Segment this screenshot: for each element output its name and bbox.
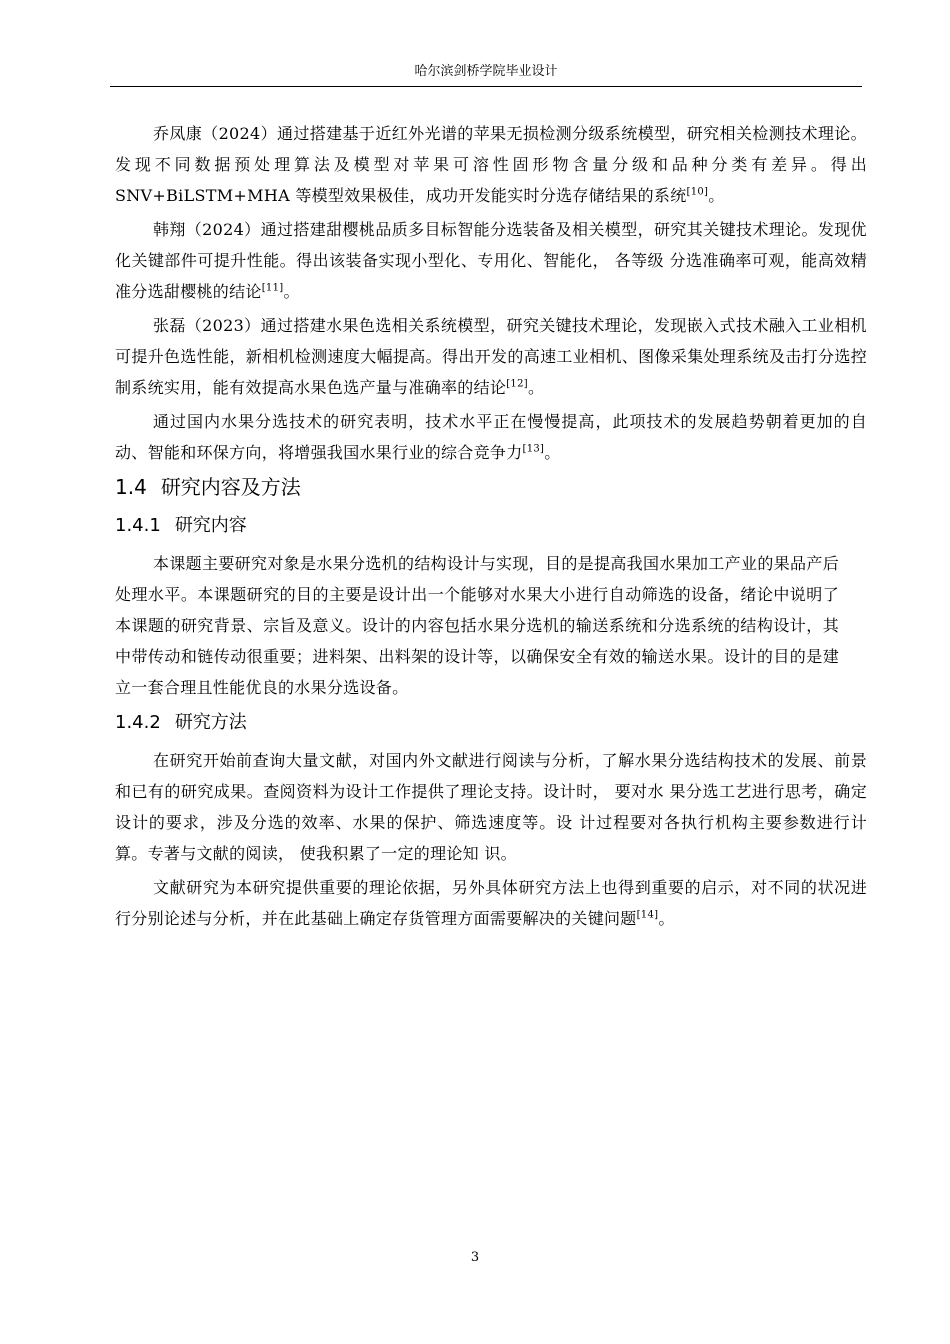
citation-11: [11] bbox=[261, 282, 284, 294]
section-heading-1-4-1: 1.4.1 研究内容 bbox=[115, 515, 247, 536]
paragraph-literature: 文献研究为本研究提供重要的理论依据，另外具体研究方法上也得到重要的启示，对不同的状况进行分别论述与分析，并在此基础上确定存货管理方面需要解决的关键问题[14]。 bbox=[115, 878, 867, 928]
citation-14: [14] bbox=[636, 909, 659, 921]
paragraph-summary: 通过国内水果分选技术的研究表明，技术水平正在慢慢提高，此项技术的发展趋势朝着更加的自动、智能和环保方向，将增强我国水果行业的综合竞争力[13]。 bbox=[115, 412, 867, 462]
document-body bbox=[115, 118, 867, 937]
page-header: 哈尔滨剑桥学院毕业设计 bbox=[110, 62, 862, 87]
section-heading-1-4-2: 1.4.2 研究方法 bbox=[115, 712, 247, 733]
paragraph-research-content: 本课题主要研究对象是水果分选机的结构设计与实现，目的是提高我国水果加工产业的果品产后处理水平。本课题研究的目的主要是设计出一个能够对水果大小进行自动筛选的设备，绪论中说明了本课题的研究背景、宗旨及意义。设计的内容包括水果分选机的输送系统和分选系统的结构设计，其中带传动和链传动很重要；进料架、出料架的设计等，以确保安全有效的输送水果。设计的目的是建立一套合理且性能优良的水果分选设备。 bbox=[115, 554, 839, 697]
paragraph-zhang: 张磊（2023）通过搭建水果色选相关系统模型，研究关键技术理论，发现嵌入式技术融入工业相机可提升色选性能，新相机检测速度大幅提高。得出开发的高速工业相机、图像采集处理系统及击打分选控制系统实用，能有效提高水果色选产量与准确率的结论[12]。 bbox=[115, 316, 867, 397]
section-heading-1-4: 1.4 研究内容及方法 bbox=[115, 475, 301, 499]
page-number: 3 bbox=[470, 1250, 480, 1265]
citation-10: [10] bbox=[686, 186, 709, 198]
citation-12: [12] bbox=[506, 378, 528, 390]
citation-13: [13] bbox=[522, 443, 545, 455]
paragraph-research-method: 在研究开始前查询大量文献，对国内外文献进行阅读与分析，了解水果分选结构技术的发展、前景和已有的研究成果。查阅资料为设计工作提供了理论支持。设计时， 要对水 果分选工艺进行思考，确定设计的要求，涉及分选的效率、水果的保护、筛选速度等。设 计过程要对各执行机构主要参数进行计算。专著与文献的阅读， 使我积累了一定的理论知 识。 bbox=[115, 751, 867, 863]
paragraph-han: 韩翔（2024）通过搭建甜樱桃品质多目标智能分选装备及相关模型，研究其关键技术理论。发现优化关键部件可提升性能。得出该装备实现小型化、专用化、智能化， 各等级 分选准确率可观，能高效精准分选甜樱桃的结论[11]。 bbox=[115, 220, 867, 301]
paragraph-qiao: 乔凤康（2024）通过搭建基于近红外光谱的苹果无损检测分级系统模型，研究相关检测技术理论。发现不同数据预处理算法及模型对苹果可溶性固形物含量分级和品种分类有差异。得出 SNV+BiLSTM+MHA 等模型效果极佳，成功开发能实时分选存储结果的系统[10]。 bbox=[115, 124, 867, 205]
